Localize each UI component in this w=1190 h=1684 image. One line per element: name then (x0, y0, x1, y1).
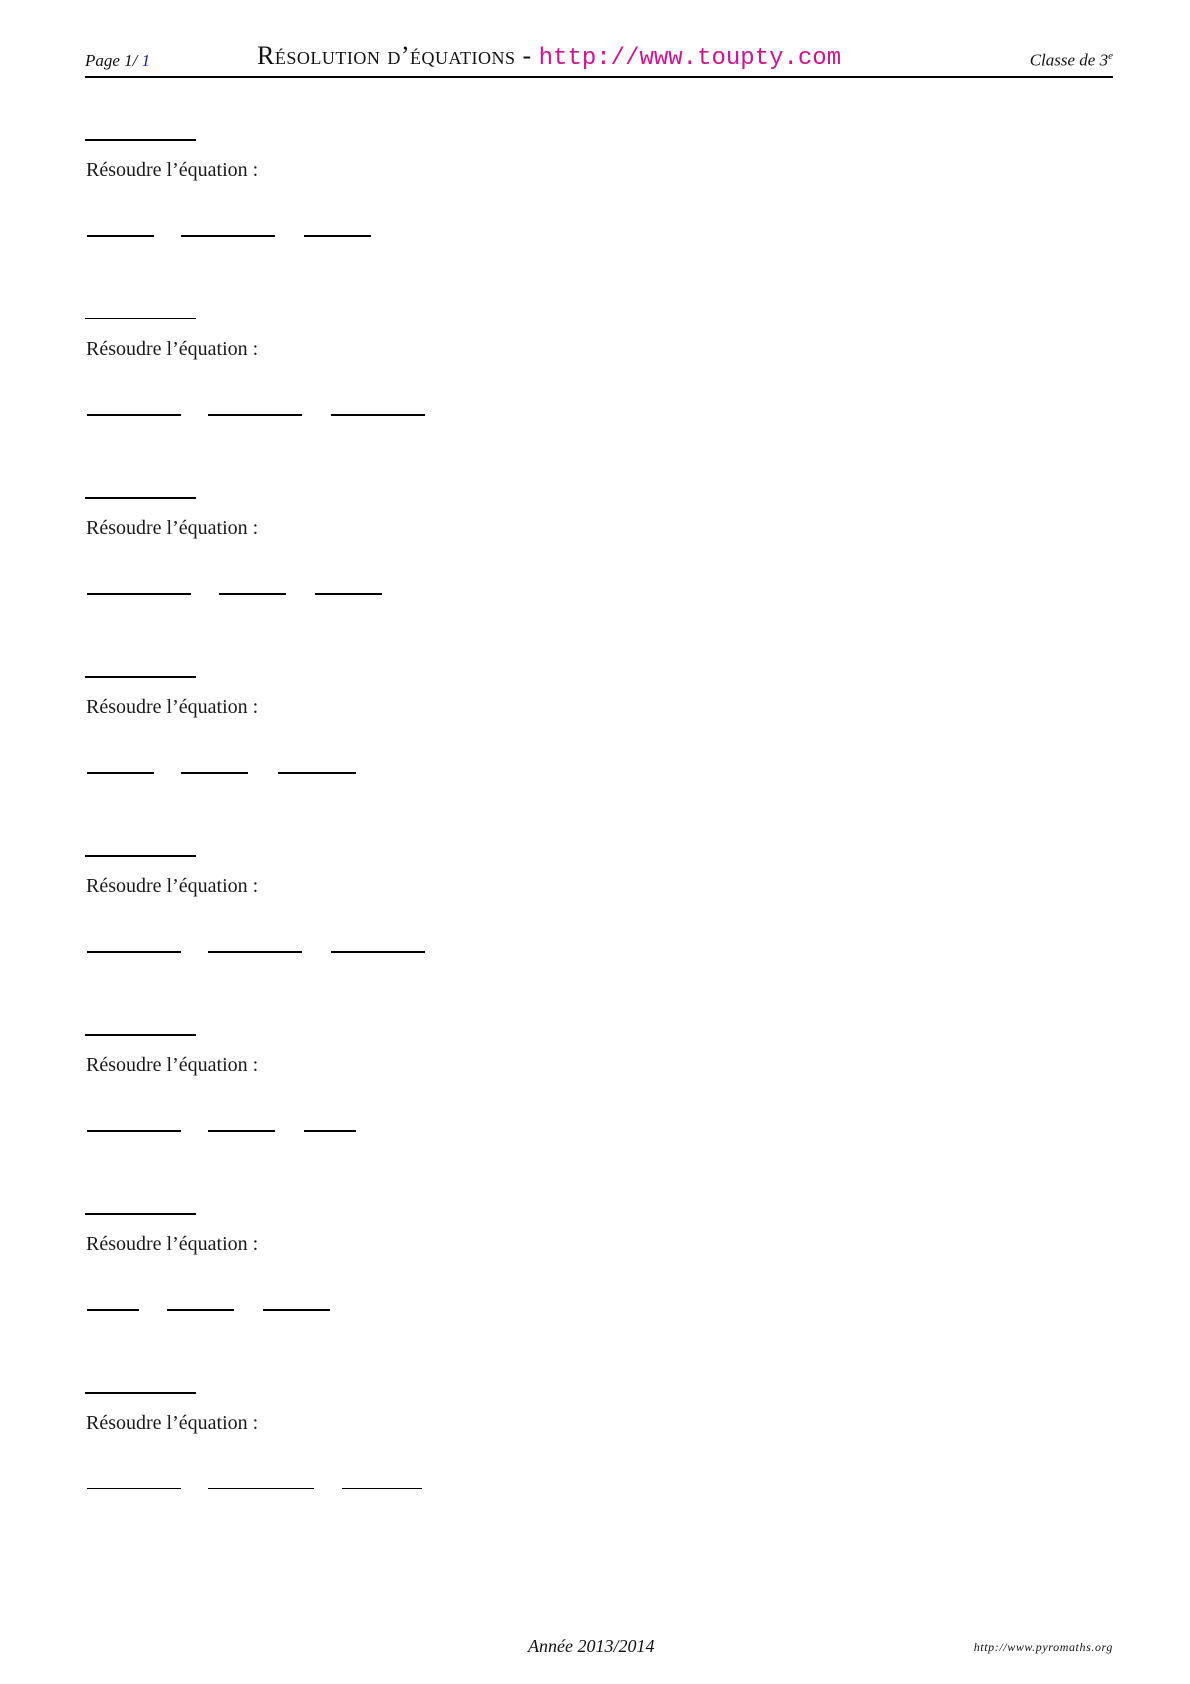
pyromaths-link[interactable]: http://www.pyromaths.org (973, 1640, 1113, 1654)
equation-blank (208, 1130, 275, 1132)
title-text: Résolution d’équations (257, 41, 516, 70)
equation-blank (342, 1488, 422, 1489)
exercise-prompt: Résoudre l’équation : (86, 696, 259, 718)
equation-blank (208, 1488, 314, 1489)
equation-blank (181, 235, 275, 237)
equation-blank (208, 414, 302, 416)
exercise-1 (85, 139, 685, 289)
equation-blank (219, 593, 286, 595)
equation-blank (87, 235, 154, 237)
exercise-heading-rule (85, 1392, 196, 1394)
exercise-7 (85, 1213, 685, 1363)
equation-blank (304, 235, 371, 237)
equation-blank (315, 593, 382, 595)
exercise-prompt: Résoudre l’équation : (86, 1233, 259, 1255)
equation-blank (87, 772, 154, 774)
exercise-prompt: Résoudre l’équation : (86, 159, 259, 181)
exercise-heading-rule (85, 139, 196, 141)
equation-blank (331, 951, 425, 953)
class-label: Classe de 3 (1029, 51, 1109, 70)
toupty-link[interactable]: http://www.toupty.com (538, 45, 842, 72)
exercise-2 (85, 318, 685, 468)
page-label: Page 1/ (85, 51, 138, 70)
page-header (85, 40, 1113, 78)
exercise-heading-rule (85, 497, 196, 499)
exercise-heading-rule (85, 318, 196, 319)
exercise-4 (85, 676, 685, 826)
exercise-heading-rule (85, 1034, 196, 1036)
equation-blank (263, 1309, 330, 1311)
page-number (85, 51, 150, 71)
equation-blank (87, 951, 181, 953)
exercise-6 (85, 1034, 685, 1184)
equation-blank (87, 1130, 181, 1132)
exercise-prompt: Résoudre l’équation : (86, 1412, 259, 1434)
equation-blank (167, 1309, 234, 1311)
equation-blank (87, 1488, 181, 1489)
class-suffix: e (1108, 50, 1113, 63)
equation-blank (181, 772, 248, 774)
equation-blank (87, 1309, 139, 1311)
exercise-5 (85, 855, 685, 1005)
exercise-8 (85, 1392, 685, 1542)
exercise-3 (85, 497, 685, 647)
equation-blank (87, 593, 191, 595)
exercise-heading-rule (85, 676, 196, 678)
exercise-prompt: Résoudre l’équation : (86, 517, 259, 539)
document-title (257, 41, 841, 72)
equation-blank (208, 951, 302, 953)
class-level (1030, 50, 1113, 71)
exercise-heading-rule (85, 855, 196, 857)
title-separator: - (515, 41, 539, 70)
exercise-prompt: Résoudre l’équation : (86, 338, 259, 360)
school-year: Année 2013/2014 (528, 1636, 655, 1656)
exercise-heading-rule (85, 1213, 196, 1215)
equation-blank (278, 772, 356, 774)
equation-blank (87, 414, 181, 416)
exercise-prompt: Résoudre l’équation : (86, 1054, 259, 1076)
page-total-link[interactable]: 1 (141, 51, 151, 70)
equation-blank (331, 414, 425, 416)
exercise-prompt: Résoudre l’équation : (86, 875, 259, 897)
equation-blank (304, 1130, 356, 1132)
